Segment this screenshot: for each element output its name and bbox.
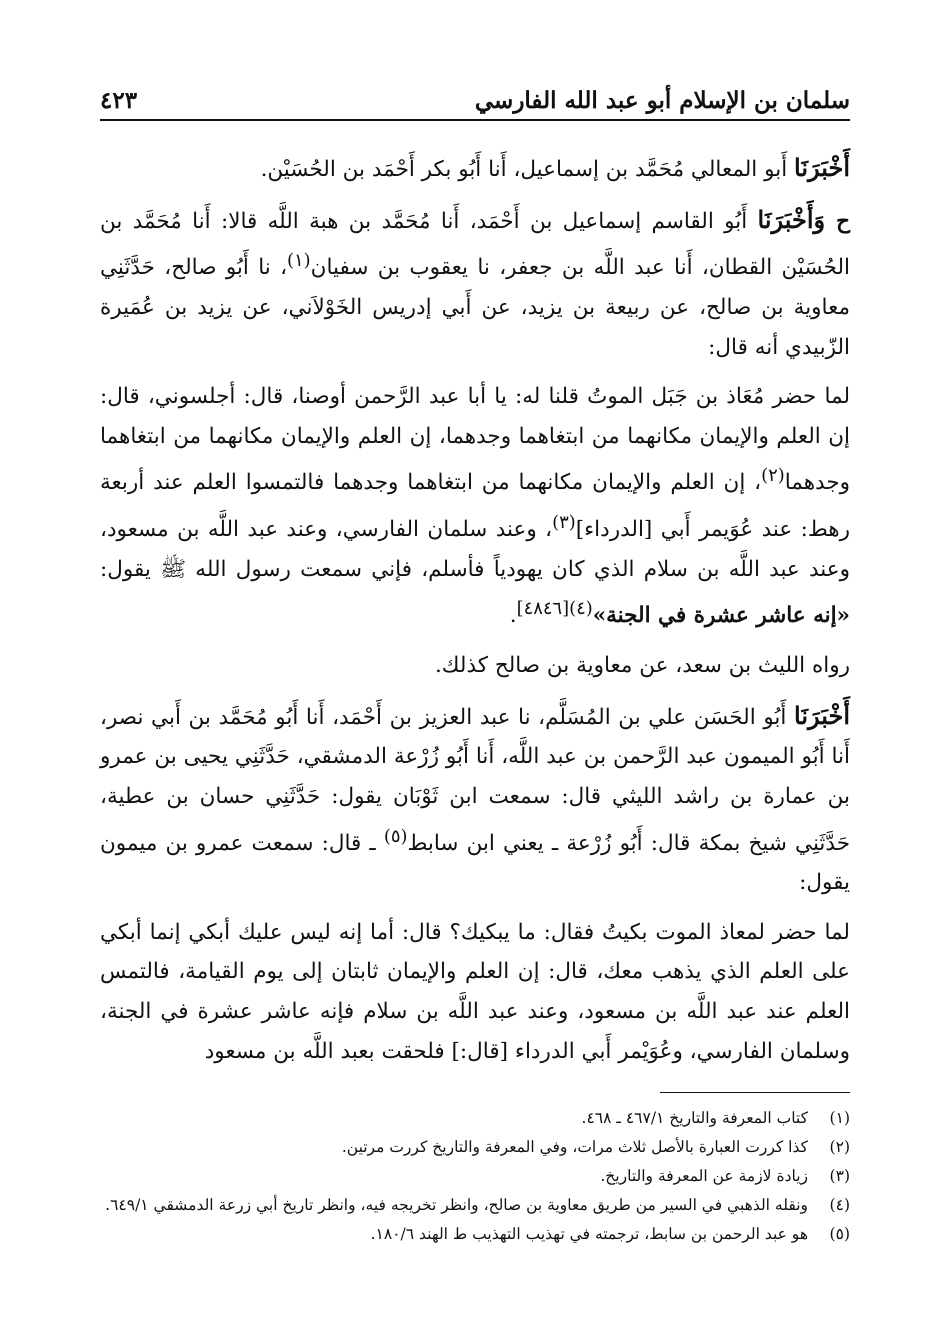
footnote-number: (٢) <box>829 1138 850 1156</box>
paragraph-text: ، نا أَبُو صالح، حَدَّثَنِي معاوية بن صالح، عن ربيعة بن يزيد، عن أَبي إدريس الخَوْلاَني، عن يزيد بن عُمَيرة الزّبيدي أنه قال: <box>100 255 850 360</box>
footnote-number: (٣) <box>829 1167 850 1185</box>
footnote-number: (٤) <box>829 1196 850 1214</box>
paragraph-end: . <box>509 603 517 629</box>
footnote-ref[interactable]: (٣) <box>552 512 576 534</box>
paragraph-3 <box>100 377 850 636</box>
footnote <box>100 1162 850 1191</box>
footnote <box>100 1191 850 1220</box>
paragraph-text: لما حضر لمعاذ الموت بكيتُ فقال: ما يبكيك؟ قال: أما إنه ليس عليك أبكي إنما أبكي على العلم الذي يذهب معك، قال: إن العلم والإيمان ثابتان إلى يوم القيامة، فالتمس العلم عند عبد اللَّه بن مسعود، وعند عبد اللَّه بن سلام فإنه عاشر عشرة في الجنة، وسلمان الفارسي، وعُوَيْمر أَبي الدرداء [قال:] فلحقت بعبد اللَّه بن مسعود <box>100 919 850 1064</box>
hadith-quote: «إنه عاشر عشرة في الجنة» <box>592 603 850 629</box>
paragraph-text: أَبو المعالي مُحَمَّد بن إسماعيل، أَنا أَبُو بكر أَحْمَد بن الحُسَيْن. <box>260 157 795 182</box>
keyword: أَخْبَرَنَا <box>794 700 850 730</box>
footnote-ref[interactable]: (٥) <box>383 825 408 847</box>
header-rule <box>100 119 850 121</box>
footnote-ref[interactable]: (١) <box>287 250 311 272</box>
paragraph-text: أَبُو الحَسَن علي بن المُسَلَّم، نا عبد العزيز بن أَحْمَد، أَنا أَبُو مُحَمَّد بن أَبي نصر، أَنا أَبُو الميمون عبد الرَّحمن بن عبد اللَّه، أَنا أَبُو زُرْعة الدمشقي، حَدَّثَنِي يحيى بن عمرو بن عمارة بن راشد الليثي قال: سمعت ابن ثَوْبَان يقول: حَدَّثَنِي حسان بن عطية، حَدَّثَنِي شيخ بمكة قال: أَبُو زُرْعة ـ يعني ابن سابط <box>100 704 850 856</box>
paragraph-text: رواه الليث بن سعد، عن معاوية بن صالح كذلك. <box>434 653 850 679</box>
footnote-ref[interactable]: (٤) <box>569 598 593 620</box>
reference-number: [٤٨٤٦] <box>516 598 570 620</box>
footnote-text: زيادة لازمة عن المعرفة والتاريخ. <box>600 1167 808 1185</box>
footnote-text: ونقله الذهبي في السير من طريق معاوية بن صالح، وانظر تخريجه فيه، وانظر تاريخ أبي زرعة الدمشقي ٦٤٩/١. <box>105 1196 808 1214</box>
paragraph-text: لما حضر مُعَاذ بن جَبَل الموتُ قلنا له: يا أبا عبد الرَّحمن أوصنا، قال: أجلسوني، قال: إن العلم والإيمان مكانهما من ابتغاهما وجدهما، إن العلم والإيمان مكانهما من ابتغاهما وجدهما <box>100 384 850 496</box>
footnote-text: كتاب المعرفة والتاريخ ٤٦٧/١ ـ ٤٦٨. <box>581 1109 808 1127</box>
paragraph-text: ـ قال: سمعت عمرو بن ميمون يقول: <box>100 830 850 896</box>
footnote-number: (٥) <box>829 1225 850 1243</box>
main-text <box>100 148 850 1081</box>
footnote <box>100 1104 850 1133</box>
footnote-rule <box>660 1092 850 1093</box>
footnote-ref[interactable]: (٢) <box>761 465 785 487</box>
paragraph-text: ، إن العلم والإيمان مكانهما من ابتغاهما وجدهما فالتمسوا العلم عند أربعة رهط: عند عُوَيمر أَبي [الدرداء] <box>100 470 850 543</box>
paragraph-1 <box>100 148 850 190</box>
paragraph-4 <box>100 646 850 686</box>
footnote <box>100 1220 850 1249</box>
footnote-text: كذا كررت العبارة بالأصل ثلاث مرات، وفي المعرفة والتاريخ كررت مرتين. <box>341 1138 808 1156</box>
keyword: وَأَخْبَرَنَا <box>757 204 826 234</box>
book-page <box>100 62 850 1302</box>
footnotes <box>100 1104 850 1249</box>
page-number: ٤٢٣ <box>100 86 138 114</box>
running-title: سلمان بن الإسلام أبو عبد الله الفارسي <box>474 86 850 114</box>
running-header <box>100 82 850 118</box>
paragraph-5 <box>100 696 850 903</box>
paragraph-2 <box>100 200 850 368</box>
footnote-number: (١) <box>829 1109 850 1127</box>
paragraph-text: ، وعند سلمان الفارسي، وعند عبد اللَّه بن مسعود، وعند عبد اللَّه بن سلام الذي كان يهودياً فأسلم، فإني سمعت رسول الله ﷺ يقول: <box>100 517 850 582</box>
footnote <box>100 1133 850 1162</box>
keyword: أَخْبَرَنَا <box>794 153 850 182</box>
paragraph-6 <box>100 913 850 1071</box>
prefix: ح <box>825 208 850 234</box>
footnote-text: هو عبد الرحمن بن سابط، ترجمته في تهذيب التهذيب ط الهند ١٨٠/٦. <box>370 1225 808 1243</box>
paragraph-text: أَبُو القاسم إسماعيل بن أَحْمَد، أَنا مُحَمَّد بن هبة اللَّه قالا: أَنا مُحَمَّد بن الحُسَيْن القطان، أَنا عبد اللَّه بن جعفر، نا يعقوب بن سفيان <box>100 208 850 281</box>
